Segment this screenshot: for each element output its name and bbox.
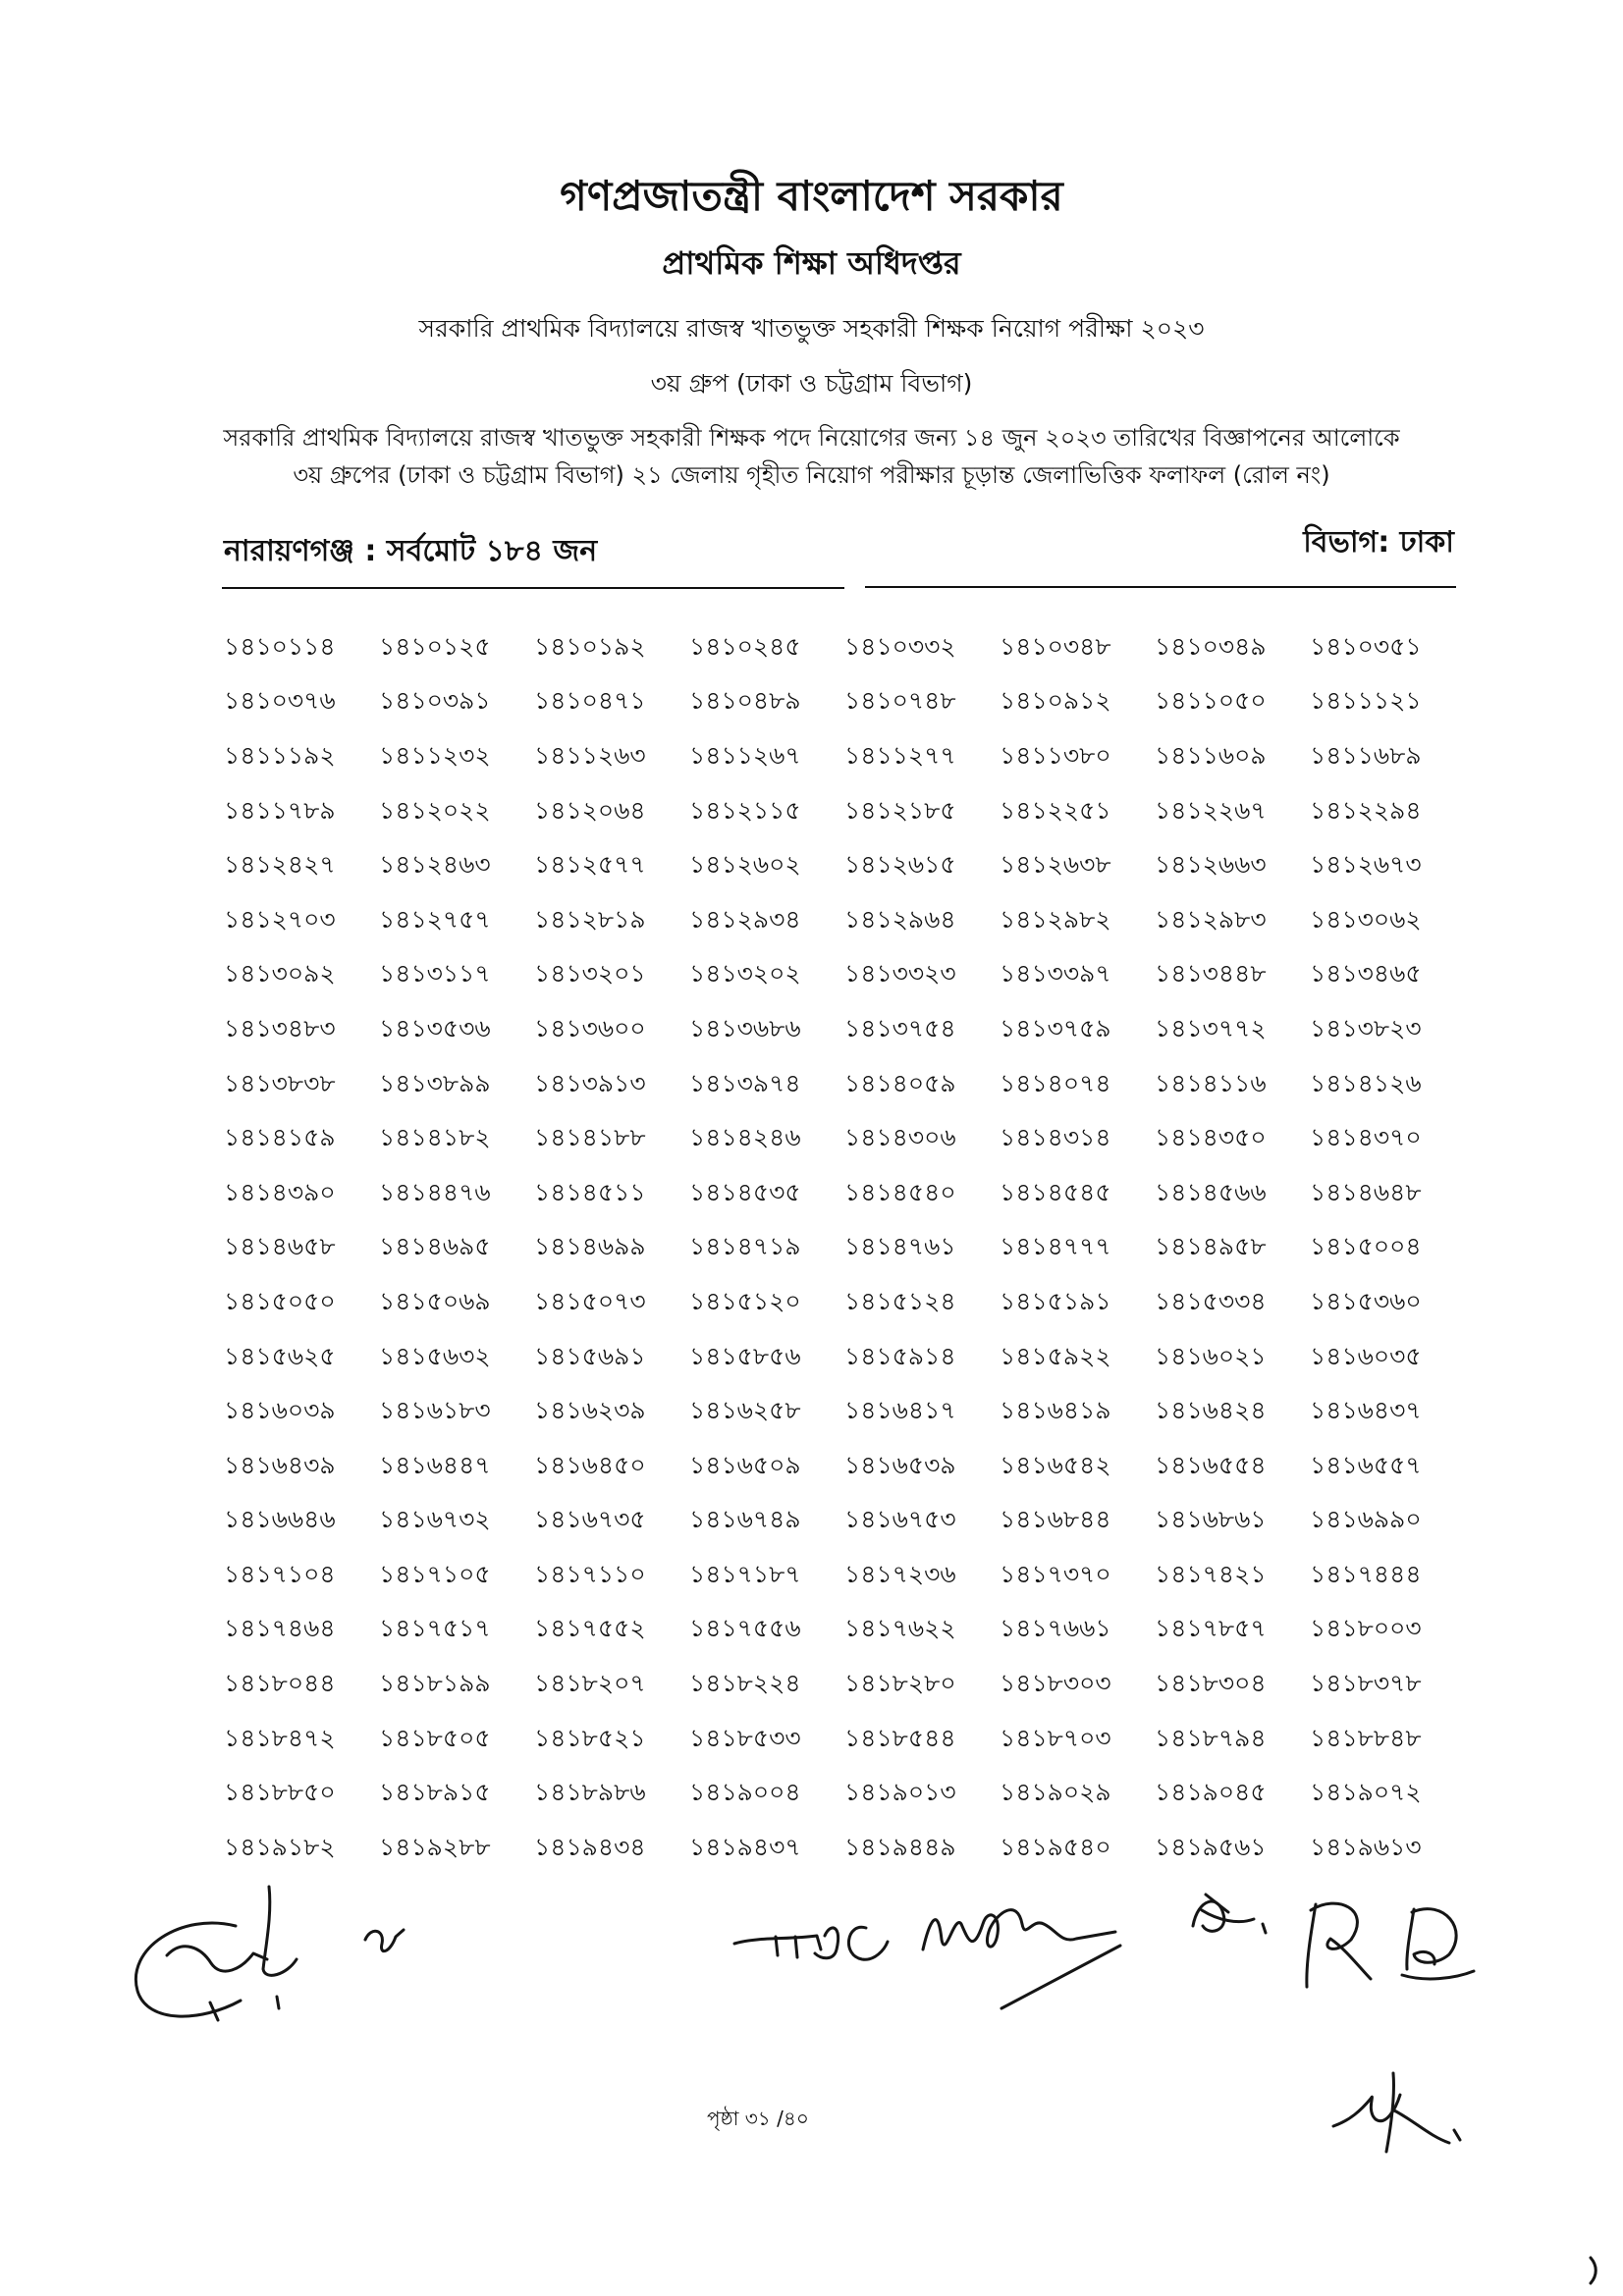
roll-number-table (218, 619, 1459, 1875)
roll-number-cell: ১৪১৩৯১৩ (534, 1068, 646, 1097)
roll-number-cell: ১৪১৩৮৩৮ (224, 1068, 336, 1097)
roll-number-cell: ১৪১৮১৯৯ (379, 1669, 491, 1698)
roll-number-cell: ১৪১৫০৬৯ (379, 1286, 491, 1315)
table-row (218, 619, 1459, 674)
roll-number-cell: ১৪১৩৮২৩ (1310, 1013, 1422, 1042)
roll-number-cell: ১৪১২২৯৪ (1310, 795, 1422, 825)
roll-number-cell: ১৪১৩৮৯৯ (379, 1068, 491, 1097)
roll-number-cell: ১৪১৫৯১৪ (844, 1341, 956, 1370)
table-row (218, 1820, 1459, 1875)
roll-number-cell: ১৪১৭১০৪ (224, 1559, 336, 1588)
table-row (218, 1001, 1459, 1056)
table-row (218, 783, 1459, 838)
roll-number-cell: ১৪১৬৫৫৭ (1310, 1450, 1422, 1479)
roll-number-cell: ১৪১৯০২৯ (1000, 1778, 1111, 1807)
roll-number-cell: ১৪১২৬৬৩ (1155, 850, 1267, 880)
roll-number-cell: ১৪১৬৫৩৯ (844, 1450, 956, 1479)
roll-number-cell: ১৪১০৪৭১ (534, 686, 646, 716)
roll-number-cell: ১৪১৭৪২১ (1155, 1559, 1267, 1588)
signature-2 (365, 1930, 404, 1951)
roll-number-cell: ১৪১৬৮৪৪ (1000, 1505, 1111, 1534)
roll-number-cell: ১৪১৯১৮২ (224, 1832, 336, 1861)
roll-number-cell: ১৪১২৯৩৪ (689, 904, 801, 934)
roll-number-cell: ১৪১১২৬৩ (534, 740, 646, 770)
table-row (218, 1493, 1459, 1548)
roll-number-cell: ১৪১৪৬৫৮ (224, 1232, 336, 1261)
roll-number-cell: ১৪১৩৭৫৪ (844, 1013, 956, 1042)
roll-number-cell: ১৪১৮২০৭ (534, 1669, 646, 1698)
roll-number-cell: ১৪১৯০৭২ (1310, 1778, 1422, 1807)
roll-number-cell: ১৪১৪৩৭০ (1310, 1123, 1422, 1152)
roll-number-cell: ১৪১৩২০২ (689, 959, 801, 988)
district-heading: নারায়ণগঞ্জ : সর্বমোট ১৮৪ জন (224, 534, 598, 568)
table-row (218, 1329, 1459, 1384)
roll-number-cell: ১৪১৮৫৪৪ (844, 1723, 956, 1752)
roll-number-cell: ১৪১৩৫৩৬ (379, 1013, 491, 1042)
roll-number-cell: ১৪১৫০৫০ (224, 1286, 336, 1315)
table-row (218, 1547, 1459, 1602)
roll-number-cell: ১৪১৪৪৭৬ (379, 1177, 491, 1206)
division-heading: বিভাগ: ঢাকা (1303, 525, 1454, 560)
roll-number-cell: ১৪১০৩৯১ (379, 686, 491, 716)
roll-number-cell: ১৪১২৬৭৩ (1310, 850, 1422, 880)
roll-number-cell: ১৪১৩০৬২ (1310, 904, 1422, 934)
roll-number-cell: ১৪১৪৭১৯ (689, 1232, 801, 1261)
roll-number-cell: ১৪১০১৯২ (534, 631, 646, 661)
roll-number-cell: ১৪১০৩৭৬ (224, 686, 336, 716)
table-row (218, 674, 1459, 729)
roll-number-cell: ১৪১৬৪২৪ (1155, 1396, 1267, 1425)
roll-number-cell: ১৪১৪৭৬১ (844, 1232, 956, 1261)
roll-number-cell: ১৪১৫৮৫৬ (689, 1341, 801, 1370)
margin-mark (1591, 2258, 1596, 2283)
roll-number-cell: ১৪১৪৯৫৮ (1155, 1232, 1267, 1261)
roll-number-cell: ১৪১৪০৫৯ (844, 1068, 956, 1097)
roll-number-cell: ১৪১৭৩৭০ (1000, 1559, 1111, 1588)
roll-number-cell: ১৪১৪৩০৬ (844, 1123, 956, 1152)
roll-number-cell: ১৪১২৬১৫ (844, 850, 956, 880)
roll-number-cell: ১৪১৭১১০ (534, 1559, 646, 1588)
roll-number-cell: ১৪১০৩৩২ (844, 631, 956, 661)
roll-number-cell: ১৪১০১২৫ (379, 631, 491, 661)
roll-number-cell: ১৪১০১১৪ (224, 631, 336, 661)
roll-number-cell: ১৪১৪৫৬৬ (1155, 1177, 1267, 1206)
roll-number-cell: ১৪১৮৯১৫ (379, 1778, 491, 1807)
roll-number-cell: ১৪১৬৪৩৭ (1310, 1396, 1422, 1425)
signature-7 (1402, 1909, 1474, 1979)
department-title: প্রাথমিক শিক্ষা অধিদপ্তর (662, 244, 961, 282)
roll-number-cell: ১৪১৬৪৫০ (534, 1450, 646, 1479)
roll-number-cell: ১৪১১২৭৭ (844, 740, 956, 770)
roll-number-cell: ১৪১৮৭৯৪ (1155, 1723, 1267, 1752)
roll-number-cell: ১৪১৯০৪৫ (1155, 1778, 1267, 1807)
roll-number-cell: ১৪১৮২২৪ (689, 1669, 801, 1698)
roll-number-cell: ১৪১৩৪৪৮ (1155, 959, 1267, 988)
roll-number-cell: ১৪১৬২৩৯ (534, 1396, 646, 1425)
roll-number-cell: ১৪১৬৭৩২ (379, 1505, 491, 1534)
roll-number-cell: ১৪১৮৮৫০ (224, 1778, 336, 1807)
roll-number-cell: ১৪১৬৭৫৩ (844, 1505, 956, 1534)
roll-number-cell: ১৪১২৯৬৪ (844, 904, 956, 934)
roll-number-cell: ১৪১৫০০৪ (1310, 1232, 1422, 1261)
roll-number-cell: ১৪১৪৭৭৭ (1000, 1232, 1111, 1261)
roll-number-cell: ১৪১৬৭৪৯ (689, 1505, 801, 1534)
roll-number-cell: ১৪১৩৯৭৪ (689, 1068, 801, 1097)
roll-number-cell: ১৪১৭২৩৬ (844, 1559, 956, 1588)
roll-number-cell: ১৪১৯০১৩ (844, 1778, 956, 1807)
roll-number-cell: ১৪১৯৬১৩ (1310, 1832, 1422, 1861)
signature-1 (135, 1887, 297, 2020)
roll-number-cell: ১৪১৭৪৪৪ (1310, 1559, 1422, 1588)
roll-number-cell: ১৪১৭৪৬৪ (224, 1614, 336, 1643)
roll-number-cell: ১৪১০৩৪৯ (1155, 631, 1267, 661)
signature-3 (734, 1927, 888, 1959)
roll-number-cell: ১৪১২৯৮৩ (1155, 904, 1267, 934)
roll-number-cell: ১৪১৪৩৫০ (1155, 1123, 1267, 1152)
roll-number-cell: ১৪১২০৬৪ (534, 795, 646, 825)
roll-number-cell: ১৪১১০৫০ (1155, 686, 1267, 716)
roll-number-cell: ১৪১৬৭৩৫ (534, 1505, 646, 1534)
roll-number-cell: ১৪১০৪৮৯ (689, 686, 801, 716)
roll-number-cell: ১৪১৪৫৩৫ (689, 1177, 801, 1206)
roll-number-cell: ১৪১৫৬২৫ (224, 1341, 336, 1370)
roll-number-cell: ১৪১৩০৯২ (224, 959, 336, 988)
heading-underline-left (222, 587, 844, 589)
table-row (218, 892, 1459, 947)
roll-number-cell: ১৪১৮৯৮৬ (534, 1778, 646, 1807)
signature-5 (1193, 1895, 1266, 1933)
roll-number-cell: ১৪১৭৫৫২ (534, 1614, 646, 1643)
roll-number-cell: ১৪১৮৫৩৩ (689, 1723, 801, 1752)
roll-number-cell: ১৪১৬০২১ (1155, 1341, 1267, 1370)
table-row (218, 1602, 1459, 1657)
roll-number-cell: ১৪১৪১৮২ (379, 1123, 491, 1152)
roll-number-cell: ১৪১২০২২ (379, 795, 491, 825)
roll-number-cell: ১৪১৬৯৯০ (1310, 1505, 1422, 1534)
group-title: ৩য় গ্রুপ (ঢাকা ও চট্টগ্রাম বিভাগ) (650, 369, 973, 398)
roll-number-cell: ১৪১৫১২০ (689, 1286, 801, 1315)
roll-number-cell: ১৪১৭৫১৭ (379, 1614, 491, 1643)
roll-number-cell: ১৪১৫৩৩৪ (1155, 1286, 1267, 1315)
roll-number-cell: ১৪১২৯৮২ (1000, 904, 1111, 934)
roll-number-cell: ১৪১৯০০৪ (689, 1778, 801, 1807)
roll-number-cell: ১৪১১৬০৯ (1155, 740, 1267, 770)
roll-number-cell: ১৪১৮২৮০ (844, 1669, 956, 1698)
roll-number-cell: ১৪১৫৬৩২ (379, 1341, 491, 1370)
roll-number-cell: ১৪১২৭৫৭ (379, 904, 491, 934)
roll-number-cell: ১৪১৭৬৬১ (1000, 1614, 1111, 1643)
roll-number-cell: ১৪১৩৬৮৬ (689, 1013, 801, 1042)
roll-number-cell: ১৪১৬০৩৯ (224, 1396, 336, 1425)
roll-number-cell: ১৪১২১৮৫ (844, 795, 956, 825)
roll-number-cell: ১৪১৬৮৬১ (1155, 1505, 1267, 1534)
roll-number-cell: ১৪১৮৩০৩ (1000, 1669, 1111, 1698)
roll-number-cell: ১৪১৬৪১৭ (844, 1396, 956, 1425)
roll-number-cell: ১৪১৭১০৫ (379, 1559, 491, 1588)
roll-number-cell: ১৪১৪৫১১ (534, 1177, 646, 1206)
roll-number-cell: ১৪১৮০০৩ (1310, 1614, 1422, 1643)
roll-number-cell: ১৪১৮৭০৩ (1000, 1723, 1111, 1752)
table-row (218, 1438, 1459, 1493)
roll-number-cell: ১৪১৯৪৩৭ (689, 1832, 801, 1861)
table-row (218, 728, 1459, 783)
exam-title: সরকারি প্রাথমিক বিদ্যালয়ে রাজস্ব খাতভুক্ত সহকারী শিক্ষক নিয়োগ পরীক্ষা ২০২৩ (418, 314, 1205, 343)
table-row (218, 947, 1459, 1002)
roll-number-cell: ১৪১১৭৮৯ (224, 795, 336, 825)
roll-number-cell: ১৪১৫৩৬০ (1310, 1286, 1422, 1315)
roll-number-cell: ১৪১৩৬০০ (534, 1013, 646, 1042)
roll-number-cell: ১৪১৯২৮৮ (379, 1832, 491, 1861)
table-row (218, 1110, 1459, 1165)
roll-number-cell: ১৪১১১২১ (1310, 686, 1422, 716)
table-row (218, 1274, 1459, 1329)
roll-number-cell: ১৪১৬৬৪৬ (224, 1505, 336, 1534)
roll-number-cell: ১৪১৪৬৯৯ (534, 1232, 646, 1261)
roll-number-cell: ১৪১৬২৫৮ (689, 1396, 801, 1425)
roll-number-cell: ১৪১৬৫৪২ (1000, 1450, 1111, 1479)
roll-number-cell: ১৪১৯৫৬১ (1155, 1832, 1267, 1861)
roll-number-cell: ১৪১৯৪৩৪ (534, 1832, 646, 1861)
roll-number-cell: ১৪১২২৫১ (1000, 795, 1111, 825)
roll-number-cell: ১৪১২১১৫ (689, 795, 801, 825)
roll-number-cell: ১৪১৪১১৬ (1155, 1068, 1267, 1097)
roll-number-cell: ১৪১৩২০১ (534, 959, 646, 988)
roll-number-cell: ১৪১১২৬৭ (689, 740, 801, 770)
roll-number-cell: ১৪১৮৫২১ (534, 1723, 646, 1752)
roll-number-cell: ১৪১৩৪৮৩ (224, 1013, 336, 1042)
table-row (218, 1220, 1459, 1275)
roll-number-cell: ১৪১০৯১২ (1000, 686, 1111, 716)
roll-number-cell: ১৪১৩৭৭২ (1155, 1013, 1267, 1042)
roll-number-cell: ১৪১৪১৮৮ (534, 1123, 646, 1152)
roll-number-cell: ১৪১৮০৪৪ (224, 1669, 336, 1698)
roll-number-cell: ১৪১৪২৪৬ (689, 1123, 801, 1152)
table-row (218, 1056, 1459, 1111)
heading-underline-right (865, 586, 1456, 588)
roll-number-cell: ১৪১৪৬৪৮ (1310, 1177, 1422, 1206)
roll-number-cell: ১৪১১৩৮০ (1000, 740, 1111, 770)
result-description-line: সরকারি প্রাথমিক বিদ্যালয়ে রাজস্ব খাতভুক্ত সহকারী শিক্ষক পদে নিয়োগের জন্য ১৪ জুন ২০২৩ তারিখের বিজ্ঞাপনের আলোকে (223, 424, 1400, 452)
roll-number-cell: ১৪১৭৫৫৬ (689, 1614, 801, 1643)
government-title: গণপ্রজাতন্ত্রী বাংলাদেশ সরকার (560, 172, 1063, 220)
signature-8 (1333, 2073, 1460, 2152)
roll-number-cell: ১৪১৪৬৯৫ (379, 1232, 491, 1261)
roll-number-cell: ১৪১২৫৭৭ (534, 850, 646, 880)
roll-number-cell: ১৪১২৪৬৩ (379, 850, 491, 880)
roll-number-cell: ১৪১৩৪৬৫ (1310, 959, 1422, 988)
roll-number-cell: ১৪১৫৯২২ (1000, 1341, 1111, 1370)
roll-number-cell: ১৪১৮৩০৪ (1155, 1669, 1267, 1698)
roll-number-cell: ১৪১৮৮৪৮ (1310, 1723, 1422, 1752)
roll-number-cell: ১৪১৫৬৯১ (534, 1341, 646, 1370)
table-row (218, 837, 1459, 892)
result-description-line: ৩য় গ্রুপের (ঢাকা ও চট্টগ্রাম বিভাগ) ২১ জেলায় গৃহীত নিয়োগ পরীক্ষার চূড়ান্ত জেলাভিত্তিক ফলাফল (রোল নং) (293, 461, 1330, 489)
roll-number-cell: ১৪১৩৭৫৯ (1000, 1013, 1111, 1042)
roll-number-cell: ১৪১৭১৮৭ (689, 1559, 801, 1588)
roll-number-cell: ১৪১৭৮৫৭ (1155, 1614, 1267, 1643)
roll-number-cell: ১৪১২৭০৩ (224, 904, 336, 934)
roll-number-cell: ১৪১৪১৫৯ (224, 1123, 336, 1152)
roll-number-cell: ১৪১৩৩৯৭ (1000, 959, 1111, 988)
roll-number-cell: ১৪১২৮১৯ (534, 904, 646, 934)
page-number: পৃষ্ঠা ৩১ /৪০ (707, 2107, 809, 2130)
roll-number-cell: ১৪১৪৩৯০ (224, 1177, 336, 1206)
roll-number-cell: ১৪১৬০৩৫ (1310, 1341, 1422, 1370)
roll-number-cell: ১৪১৬১৮৩ (379, 1396, 491, 1425)
roll-number-cell: ১৪১৪০৭৪ (1000, 1068, 1111, 1097)
roll-number-cell: ১৪১২৬৩৮ (1000, 850, 1111, 880)
table-row (218, 1165, 1459, 1220)
roll-number-cell: ১৪১৫১২৪ (844, 1286, 956, 1315)
roll-number-cell: ১৪১০৩৪৮ (1000, 631, 1111, 661)
roll-number-cell: ১৪১২৪২৭ (224, 850, 336, 880)
roll-number-cell: ১৪১৩৩২৩ (844, 959, 956, 988)
roll-number-cell: ১৪১০৩৫১ (1310, 631, 1422, 661)
table-row (218, 1711, 1459, 1766)
roll-number-cell: ১৪১৫১৯১ (1000, 1286, 1111, 1315)
roll-number-cell: ১৪১৮৫০৫ (379, 1723, 491, 1752)
roll-number-cell: ১৪১১৬৮৯ (1310, 740, 1422, 770)
roll-number-cell: ১৪১৫০৭৩ (534, 1286, 646, 1315)
roll-number-cell: ১৪১২৬০২ (689, 850, 801, 880)
roll-number-cell: ১৪১৪৩১৪ (1000, 1123, 1111, 1152)
roll-number-table-body (218, 619, 1459, 1875)
roll-number-cell: ১৪১৮৩৭৮ (1310, 1669, 1422, 1698)
roll-number-cell: ১৪১৪৫৪৫ (1000, 1177, 1111, 1206)
roll-number-cell: ১৪১৭৬২২ (844, 1614, 956, 1643)
roll-number-cell: ১৪১৪৫৪০ (844, 1177, 956, 1206)
roll-number-cell: ১৪১৯৫৪০ (1000, 1832, 1111, 1861)
table-row (218, 1656, 1459, 1711)
roll-number-cell: ১৪১৯৪৪৯ (844, 1832, 956, 1861)
roll-number-cell: ১৪১৮৪৭২ (224, 1723, 336, 1752)
roll-number-cell: ১৪১০৭৪৮ (844, 686, 956, 716)
roll-number-cell: ১৪১১১৯২ (224, 740, 336, 770)
roll-number-cell: ১৪১৩১১৭ (379, 959, 491, 988)
roll-number-cell: ১৪১৬৫০৯ (689, 1450, 801, 1479)
roll-number-cell: ১৪১৪১২৬ (1310, 1068, 1422, 1097)
roll-number-cell: ১৪১৬৪৩৯ (224, 1450, 336, 1479)
table-row (218, 1383, 1459, 1438)
roll-number-cell: ১৪১৬৪৪৭ (379, 1450, 491, 1479)
roll-number-cell: ১৪১৬৪১৯ (1000, 1396, 1111, 1425)
roll-number-cell: ১৪১০২৪৫ (689, 631, 801, 661)
signature-4 (923, 1910, 1120, 2008)
roll-number-cell: ১৪১২২৬৭ (1155, 795, 1267, 825)
roll-number-cell: ১৪১১২৩২ (379, 740, 491, 770)
roll-number-cell: ১৪১৬৫৫৪ (1155, 1450, 1267, 1479)
signature-6 (1307, 1903, 1371, 1987)
table-row (218, 1765, 1459, 1820)
